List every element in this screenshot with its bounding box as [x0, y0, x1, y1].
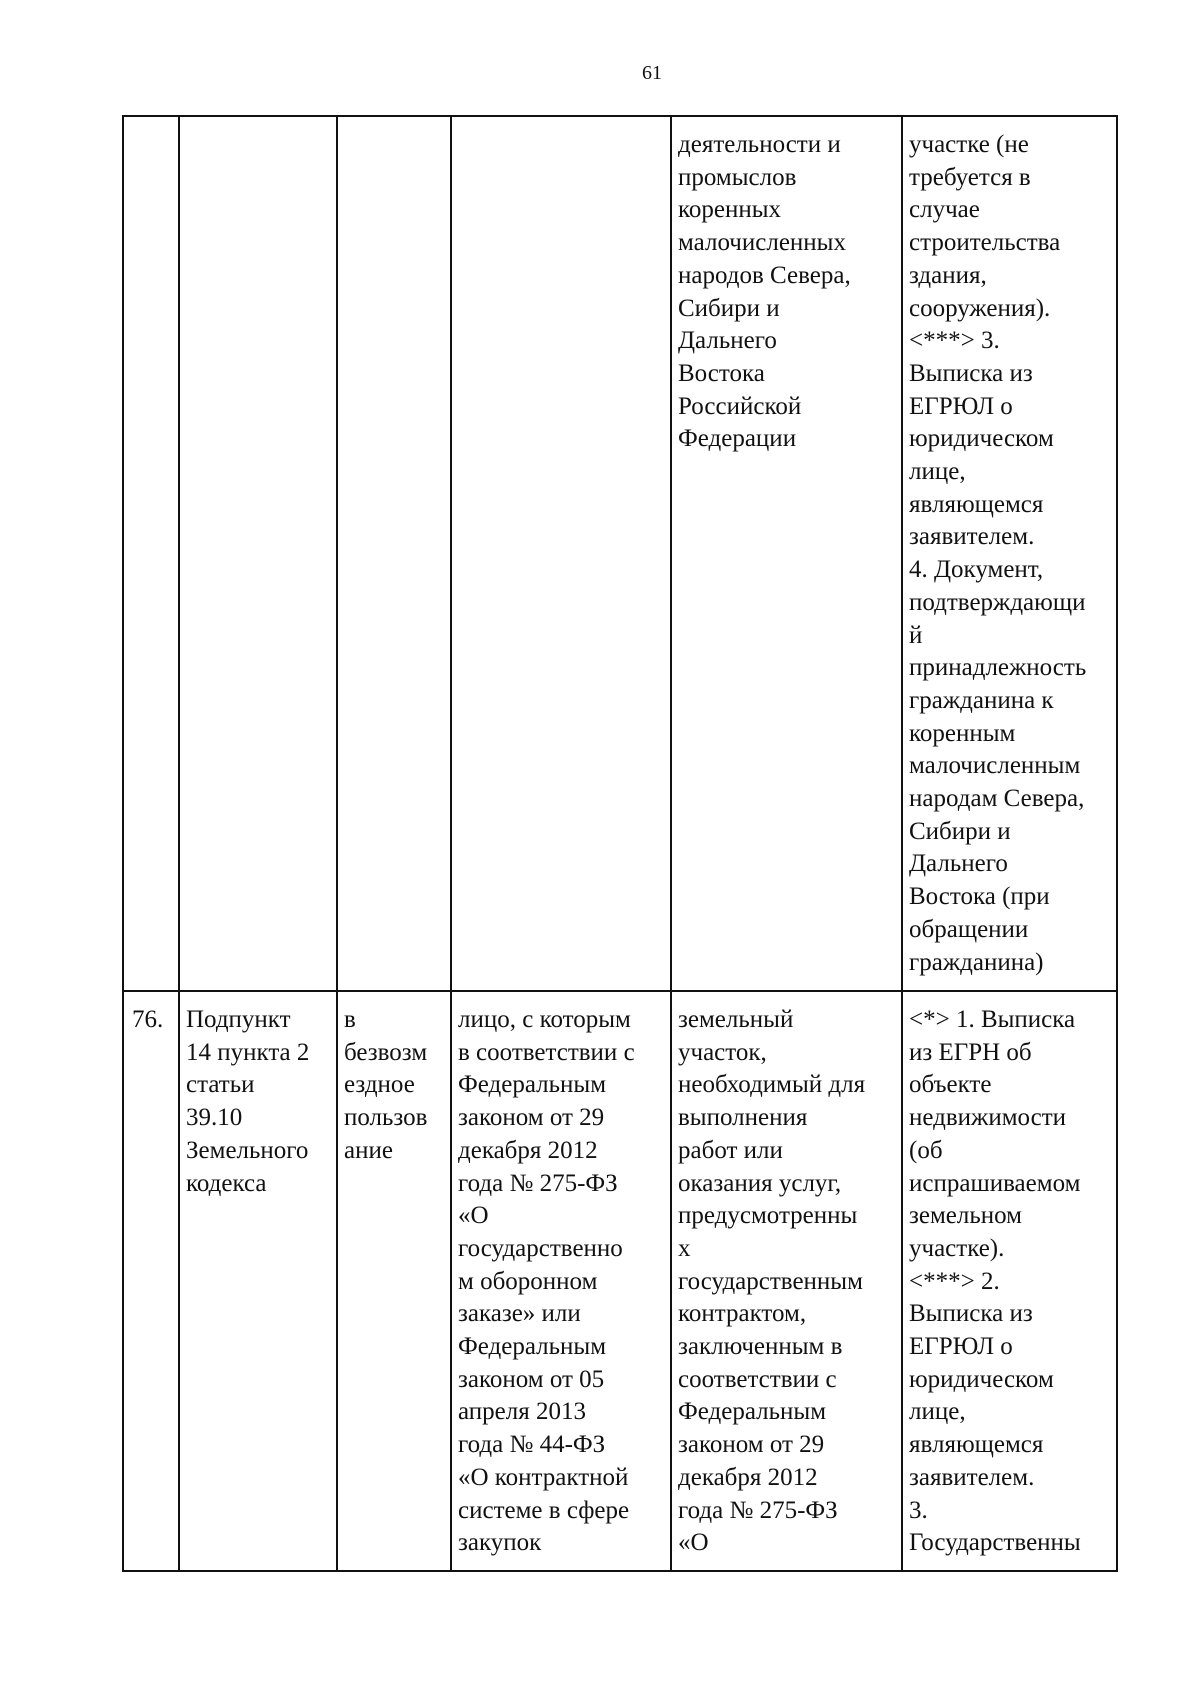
documents-cell: участке (не требуется в случае строительства здания, сооружения). <***> 3. Выписка из ЕГРЮЛ о юридическом лице, являющемся заявителем. 4. Документ, подтверждающи й принадлежность гражданина к коренным малочисленным народам Севера, Сибири и Дальнего Востока (при обращении гражданина): [902, 116, 1117, 991]
table-row: [123, 116, 1117, 991]
document-table: [122, 115, 1118, 1572]
right-type-cell: [337, 116, 451, 991]
applicant-cell: лицо, с которым в соответствии с Федеральным законом от 29 декабря 2012 года № 275-ФЗ «О государственно м оборонном заказе» или Федеральным законом от 05 апреля 2013 года № 44-ФЗ «О контрактной системе в сфере закупок: [451, 991, 671, 1571]
land-plot-cell: земельный участок, необходимый для выполнения работ или оказания услуг, предусмотренны х государственным контрактом, заключенным в соответствии с Федеральным законом от 29 декабря 2012 года № 275-ФЗ «О: [671, 991, 902, 1571]
row-number-cell: [123, 116, 179, 991]
legal-basis-cell: [179, 116, 337, 991]
documents-cell: <*> 1. Выписка из ЕГРН об объекте недвижимости (об испрашиваемом земельном участке). <***> 2. Выписка из ЕГРЮЛ о юридическом лице, являющемся заявителем. 3. Государственны: [902, 991, 1117, 1571]
applicant-cell: [451, 116, 671, 991]
row-number-cell: 76.: [123, 991, 179, 1571]
legal-basis-cell: Подпункт 14 пункта 2 статьи 39.10 Земельного кодекса: [179, 991, 337, 1571]
table-row: [123, 991, 1117, 1571]
page-number: 61: [642, 62, 662, 84]
land-plot-cell: деятельности и промыслов коренных малочисленных народов Севера, Сибири и Дальнего Востока Российской Федерации: [671, 116, 902, 991]
right-type-cell: в безвозм ездное пользов ание: [337, 991, 451, 1571]
